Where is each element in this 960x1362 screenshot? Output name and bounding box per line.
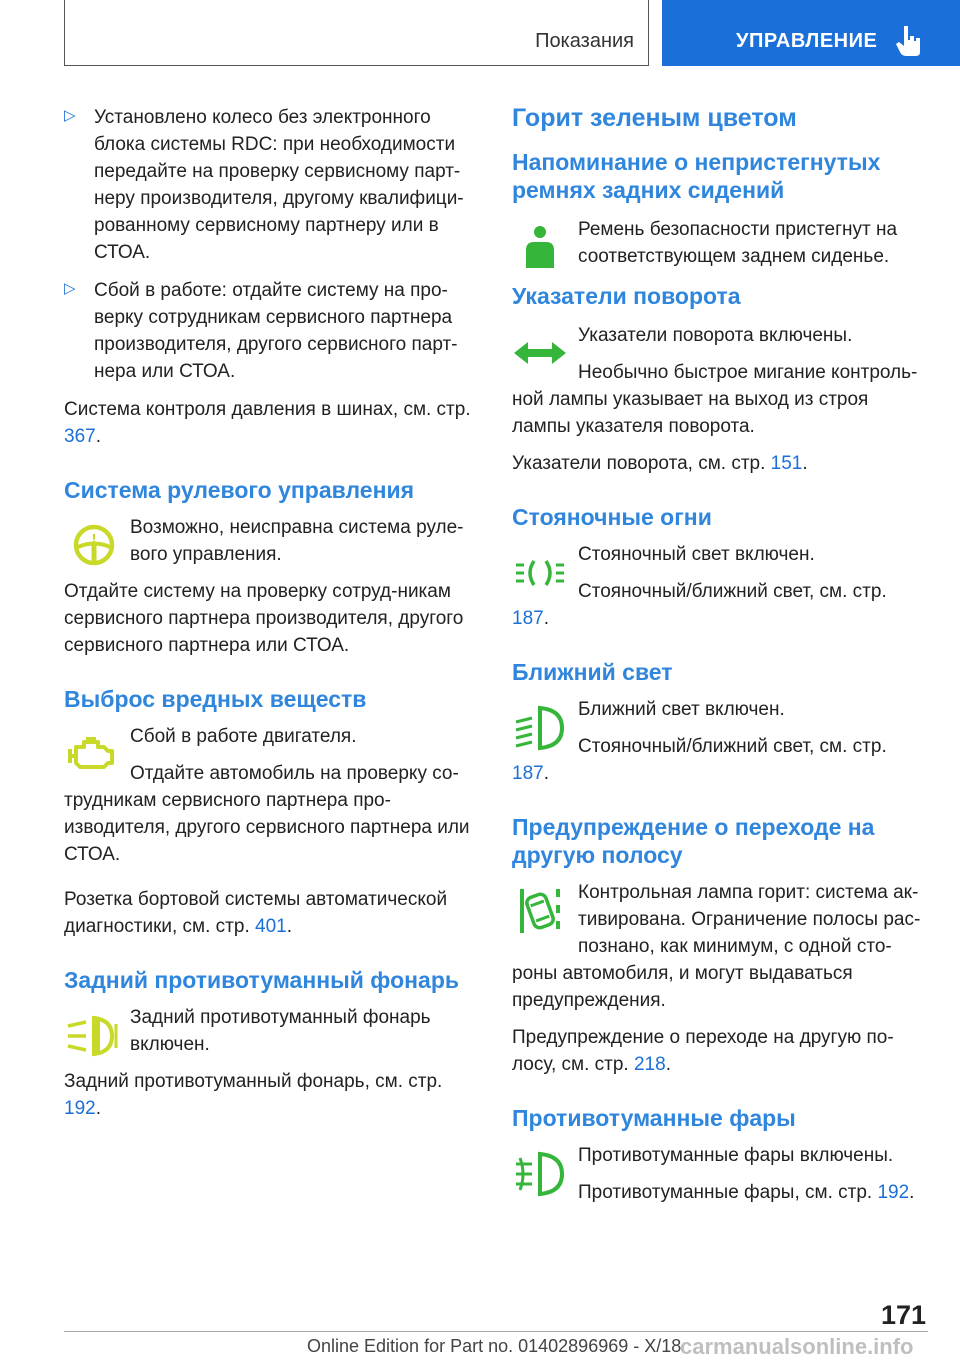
entry-text: Необычно быстрое мигание контроль-ной лампы указывает на выход из строя лампы указателя поворота. xyxy=(512,362,918,437)
page-link[interactable]: 218 xyxy=(633,1054,666,1075)
page-number: 171 xyxy=(880,1300,926,1330)
frontfog-entry xyxy=(512,1142,928,1206)
hand-pointer-icon xyxy=(894,24,924,58)
list-item xyxy=(64,104,480,266)
entry-text: Отдайте систему на проверку сотруд-никам сервисного партнера производителя, другого сервисного партнера или СТОА. xyxy=(64,581,464,656)
entry-text: Отдайте автомобиль на проверку со-трудникам сервисного партнера про-изводителя, другого сервисного партнера или СТОА. xyxy=(64,763,470,865)
section-title-lane: Предупреждение о переходе на другую полосу xyxy=(512,814,875,868)
bullet-triangle-icon: ▷ xyxy=(64,107,76,124)
seatbelt-entry xyxy=(512,216,928,274)
lowbeam-reference: Стояночный/ближний свет, см. стр. 187. xyxy=(512,736,887,784)
section-title-emission: Выброс вредных веществ xyxy=(64,686,367,712)
ref-text: Система контроля давления в шинах, см. стр. xyxy=(64,399,471,420)
section-title-frontfog: Противотуманные фары xyxy=(512,1105,796,1131)
ref-text: Предупреждение о переходе на другую по-лосу, см. стр. xyxy=(512,1027,894,1075)
emission-entry xyxy=(64,723,480,868)
entry-text: Контрольная лампа горит: система ак-тивирована. Ограничение полосы рас-познано, как минимум, с одной сто-роны автомобиля, и могут выдаваться предупреждения. xyxy=(512,882,921,1011)
obd-reference: Розетка бортовой системы автоматической диагностики, см. стр. 401. xyxy=(64,889,448,937)
page-link[interactable]: 151 xyxy=(770,453,803,474)
entry-text: Ремень безопасности пристегнут на соответствующем заднем сиденье. xyxy=(578,219,898,267)
steering-entry xyxy=(64,514,480,659)
turn-reference: Указатели поворота, см. стр. 151. xyxy=(512,453,808,474)
page-link[interactable]: 187 xyxy=(512,763,544,784)
parking-entry xyxy=(512,541,928,632)
rear-fog-light-icon xyxy=(64,1010,130,1062)
right-column xyxy=(512,104,928,1206)
entry-text: Противотуманные фары включены. xyxy=(578,1145,894,1166)
ref-text: Стояночный/ближний свет, см. стр. xyxy=(578,736,887,757)
header-section-tab xyxy=(64,0,649,66)
lane-departure-icon xyxy=(512,885,578,937)
tpms-reference: Система контроля давления в шинах, см. стр. 367. xyxy=(64,399,471,447)
section-title-rearfog: Задний противотуманный фонарь xyxy=(64,967,460,993)
left-column xyxy=(64,104,480,1122)
ref-text: Задний противотуманный фонарь, см. стр. xyxy=(64,1071,443,1092)
section-title-turn: Указатели поворота xyxy=(512,283,741,309)
bullet-triangle-icon: ▷ xyxy=(64,280,76,297)
footer-edition: Online Edition for Part no. 01402896969 - X/18 xyxy=(307,1336,682,1356)
footer-divider xyxy=(64,1331,928,1332)
svg-text:!: ! xyxy=(91,532,97,546)
page-link[interactable]: 401 xyxy=(255,916,287,937)
steering-wheel-warning-icon xyxy=(64,520,130,572)
entry-text: Стояночный свет включен. xyxy=(578,544,815,565)
page-link[interactable]: 192 xyxy=(64,1098,96,1119)
turn-signal-arrows-icon xyxy=(512,328,578,380)
rear-seat-occupant-icon xyxy=(512,222,578,274)
section-title-parking: Стояночные огни xyxy=(512,504,712,530)
rearfog-entry xyxy=(64,1004,480,1122)
lowbeam-entry xyxy=(512,696,928,787)
low-beam-icon xyxy=(512,702,578,754)
header-section-label: Показания xyxy=(535,30,634,52)
page-link[interactable]: 192 xyxy=(877,1182,910,1203)
entry-text: Возможно, неисправна система руле-вого управления. xyxy=(130,517,464,565)
section-title-seatbelt: Напоминание о непристегнутых ремнях задних сидений xyxy=(512,149,881,203)
parking-lights-icon xyxy=(512,547,578,599)
lane-entry xyxy=(512,879,928,1014)
entry-text: Ближний свет включен. xyxy=(578,699,785,720)
header-chapter-tab xyxy=(662,0,960,66)
turn-entry xyxy=(512,322,928,440)
engine-warning-icon xyxy=(64,729,130,781)
bullet-text: Сбой в работе: отдайте систему на про-верку сотрудникам сервисного партнера производителя, другого сервисного парт-нера или СТОА. xyxy=(94,280,458,382)
section-title-steering: Система рулевого управления xyxy=(64,477,415,503)
lane-reference: Предупреждение о переходе на другую по-лосу, см. стр. 218. xyxy=(512,1027,894,1075)
ref-text: Розетка бортовой системы автоматической диагностики, см. стр. xyxy=(64,889,448,937)
header-chapter-label: УПРАВЛЕНИЕ xyxy=(736,30,878,52)
footer-watermark: carmanualsonline.info xyxy=(680,1334,914,1359)
entry-text: Указатели поворота включены. xyxy=(578,325,853,346)
entry-text: Сбой в работе двигателя. xyxy=(130,726,357,747)
page-link[interactable]: 367 xyxy=(64,426,96,447)
list-item xyxy=(64,277,480,385)
section-title-green: Горит зеленым цветом xyxy=(512,104,797,132)
rearfog-reference: Задний противотуманный фонарь, см. стр. 192. xyxy=(64,1071,443,1119)
section-title-lowbeam: Ближний свет xyxy=(512,659,673,685)
front-fog-light-icon xyxy=(512,1148,578,1200)
entry-text: Задний противотуманный фонарь включен. xyxy=(130,1007,431,1055)
bullet-text: Установлено колесо без электронного блока системы RDC: при необходимости передайте на проверку сервисному парт-неру производителя, другому квалифици-рованному сервисному партнеру или в СТОА. xyxy=(94,107,464,263)
ref-text: Стояночный/ближний свет, см. стр. xyxy=(578,581,887,602)
ref-text: Указатели поворота, см. стр. xyxy=(512,453,766,474)
frontfog-reference: Противотуманные фары, см. стр. 192. xyxy=(578,1182,915,1203)
ref-text: Противотуманные фары, см. стр. xyxy=(578,1182,873,1203)
parking-reference: Стояночный/ближний свет, см. стр. 187. xyxy=(512,581,887,629)
page-link[interactable]: 187 xyxy=(512,608,544,629)
